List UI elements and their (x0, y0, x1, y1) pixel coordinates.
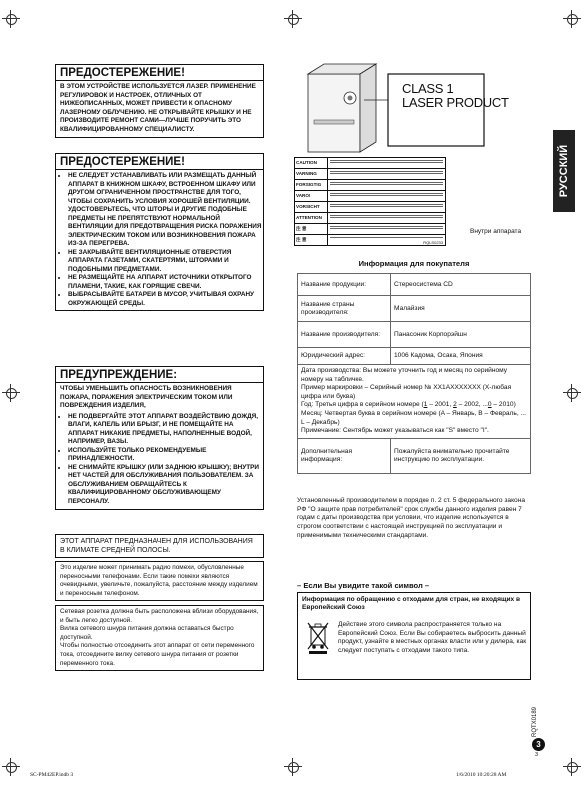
table-cell: Юридический адрес: (298, 348, 391, 365)
ventilation-warning-item: • НЕ СЛЕДУЕТ УСТАНАВЛИВАТЬ ИЛИ РАЗМЕЩАТЬ ДАННЫЙ АППАРАТ В КНИЖНОМ ШКАФУ, ВСТРОЕННОМ ШКАФУ ИЛИ ДРУГОМ ОГРАНИЧЕННОМ ПРОСТРАНСТВЕ ДЛЯ ТОГО, ЧТОБЫ СОХРАНИТЬ УСЛОВИЯ ХОРОШЕЙ ВЕНТИЛЯЦИИ. УДОСТОВЕРЬТЕСЬ, ЧТО ШТОРЫ И ДРУГИЕ ПОДОБНЫЕ ПРЕДМЕТЫ НЕ ПРЕПЯТСТВУЮТ НОРМАЛЬНОЙ ВЕНТИЛЯЦИИ ДЛЯ ПРЕДОТВРАЩЕНИЯ РИСКА ПОРАЖЕНИЯ ЭЛЕКТРИЧЕСКИМ ТОКОМ ИЛИ ВОЗНИКНОВЕНИЯ ПОЖАРА ИЗ-ЗА ПЕРЕГРЕВА. (68, 172, 263, 249)
caution-label: ATTENTION (295, 213, 328, 223)
fire-warning-list (56, 413, 263, 510)
year-digit: 2 (453, 401, 457, 409)
year-text: – 2001, (427, 401, 454, 409)
caution-label: VARNING (295, 169, 328, 179)
production-date-line: Примечание: Сентябрь может указываться как "S" вместо "I". (301, 427, 489, 435)
production-date-cell (298, 365, 531, 439)
table-cell: 1006 Кадома, Осака, Япония (391, 348, 531, 365)
eu-disposal-box (297, 592, 531, 680)
eu-disposal-text: Действие этого символа распространяется только на Европейский Союз. Если Вы собираетесь выбросить данный продукт, узнайте в местных органах власти или у дилера, как следует поступать с отходами такого типа. (338, 621, 527, 654)
fire-warning-intro: ЧТОБЫ УМЕНЬШИТЬ ОПАСНОСТЬ ВОЗНИКНОВЕНИЯ ПОЖАРА, ПОРАЖЕНИЯ ЭЛЕКТРИЧЕСКИМ ТОКОМ ИЛИ ПОВРЕЖДЕНИЯ ИЗДЕЛИЯ, (60, 385, 233, 410)
socket-note-line: Чтобы полностью отсоединить этот аппарат от сети переменного тока, отсоедините вилку сетевого шнура питания от розетки переменного тока. (60, 642, 255, 667)
page-number-small: 3 (535, 752, 539, 758)
device-front (308, 74, 360, 152)
crossed-bin-icon (306, 621, 330, 655)
radio-note-box (55, 561, 264, 601)
service-life-text: Установленный производителем в порядке п. 2 ст. 5 федерального закона РФ "О защите прав потребителей" срок службы данного изделия равен 7 годам с даты производства при условии, что изделие используется в строгом соответствии с настоящей инструкцией по эксплуатации и применимыми техническими стандартами. (297, 497, 526, 539)
laser-warning-box (55, 64, 264, 138)
page-number-badge: 3 (532, 738, 545, 751)
table-cell: Панасоник Корпорэйшн (391, 322, 531, 348)
device-side (360, 64, 376, 152)
table-cell: Дополнительная информация: (298, 438, 391, 473)
socket-note-line: Вилка сетевого шнура питания должна оставаться быстро доступной. (60, 625, 234, 641)
ventilation-warning-box (55, 153, 264, 311)
table-row (298, 365, 531, 439)
table-row (298, 296, 531, 322)
caution-label: 注 意 (295, 235, 328, 245)
crop-mark-middle-right (563, 384, 581, 402)
caution-label: VORSICHT (295, 202, 328, 212)
laser-label-product: LASER PRODUCT (402, 95, 509, 110)
table-row (298, 348, 531, 365)
page-code: RQTX0189 (532, 707, 538, 738)
climate-note: ЭТОТ АППАРАТ ПРЕДНАЗНАЧЕН ДЛЯ ИСПОЛЬЗОВАНИЯ В КЛИМАТЕ СРЕДНЕЙ ПОЛОСЫ. (60, 538, 253, 554)
table-cell: Название страны производителя: (298, 296, 391, 322)
socket-note-line: Сетевая розетка должна быть расположена вблизи оборудования, и быть легко доступной. (60, 608, 259, 624)
inside-unit-caption: Внутри аппарата (470, 228, 522, 235)
laser-label (402, 82, 509, 110)
footer-file: SC-PM42EP.indb 3 (30, 772, 74, 778)
ventilation-warning-list (56, 170, 263, 310)
device-slot (314, 120, 354, 124)
fire-warning-item: • НЕ ПОДВЕРГАЙТЕ ЭТОТ АППАРАТ ВОЗДЕЙСТВИЮ ДОЖДЯ, ВЛАГИ, КАПЕЛЬ ИЛИ БРЫЗГ, И НЕ ПОМЕЩАЙТЕ НА АППАРАТ НИКАКИЕ ПРЕДМЕТЫ, НАПОЛНЕННЫЕ ВОДОЙ, НАПРИМЕР, ВАЗЫ. (68, 413, 263, 447)
fire-warning-box (55, 366, 264, 510)
year-text: Год: Третья цифра в серийном номере ( (301, 401, 424, 409)
buyer-info-table (297, 273, 531, 474)
buyer-info-title: Информация для покупателя (358, 259, 470, 268)
year-digit: 1 (423, 401, 428, 409)
fire-warning-title: ПРЕДУПРЕЖДЕНИЕ: (56, 367, 263, 383)
production-date-line: Дата производства: Вы можете уточнить год и месяц по серийному номеру на табличке. (301, 367, 508, 383)
ventilation-warning-item: • НЕ РАЗМЕЩАЙТЕ НА АППАРАТ ИСТОЧНИКИ ОТКРЫТОГО ПЛАМЕНИ, ТАКИЕ, КАК ГОРЯЩИЕ СВЕЧИ. (68, 274, 263, 291)
crop-mark-bottom-left (2, 758, 20, 776)
caution-label-panel (294, 157, 446, 246)
climate-note-box (55, 534, 264, 558)
fire-warning-item: • НЕ СНИМАЙТЕ КРЫШКУ (ИЛИ ЗАДНЮЮ КРЫШКУ); ВНУТРИ НЕТ ЧАСТЕЙ ДЛЯ ОБСЛУЖИВАНИЯ ПОЛЬЗОВАТЕЛЕМ. ЗА ОБСЛУЖИВАНИЕМ ОБРАЩАЙТЕСЬ К КВАЛИФИЦИРОВАННОМУ ОБСЛУЖИВАЮЩЕМУ ПЕРСОНАЛУ. (68, 464, 263, 507)
ventilation-warning-title: ПРЕДОСТЕРЕЖЕНИЕ! (56, 154, 263, 170)
laser-warning-text: В ЭТОМ УСТРОЙСТВЕ ИСПОЛЬЗУЕТСЯ ЛАЗЕР. ПРИМЕНЕНИЕ РЕГУЛИРОВОК И НАСТРОЕК, ОТЛИЧНЫХ ОТ НИЖЕОПИСАННЫХ, МОЖЕТ ПРИВЕСТИ К ОПАСНОМУ ЛАЗЕРНОМУ ОБЛУЧЕНИЮ. НЕ ОТКРЫВАЙТЕ КРЫШКУ И НЕ ПРОИЗВОДИТЕ РЕМОНТ САМИ—ЛУЧШЕ ПОРУЧИТЬ ЭТО КВАЛИФИЦИРОВАННОМУ СПЕЦИАЛИСТУ. (60, 83, 256, 133)
table-cell: Стереосистема CD (391, 274, 531, 296)
language-tab-label: РУССКИЙ (558, 144, 570, 198)
year-text: – 2002, ... (456, 401, 488, 409)
ventilation-warning-item: • НЕ ЗАКРЫВАЙТЕ ВЕНТИЛЯЦИОННЫЕ ОТВЕРСТИЯ АППАРАТА ГАЗЕТАМИ, СКАТЕРТЯМИ, ШТОРАМИ И ПОДОБНЫМИ ПРЕДМЕТАМИ. (68, 249, 263, 275)
laser-label-class: CLASS 1 (402, 81, 454, 96)
crop-mark-top-left (2, 10, 20, 28)
year-digit: 0 (487, 401, 492, 409)
table-cell: Малайзия (391, 296, 531, 322)
footer-timestamp: 1/6/2010 10:20:28 AM (456, 772, 507, 778)
caution-label: 注 意 (295, 224, 328, 234)
table-cell: Пожалуйста внимательно прочитайте инструкцию по эксплуатации. (391, 438, 531, 473)
table-cell: Название производителя: (298, 322, 391, 348)
crop-mark-top-right (563, 10, 581, 28)
production-date-year (301, 401, 527, 410)
crop-mark-top-center (284, 10, 302, 28)
fire-warning-item: • ИСПОЛЬЗУЙТЕ ТОЛЬКО РЕКОМЕНДУЕМЫЕ ПРИНАДЛЕЖНОСТИ. (68, 447, 263, 464)
crop-mark-bottom-right (563, 758, 581, 776)
crop-mark-middle-left (2, 384, 20, 402)
radio-note: Это изделие может принимать радио помехи, обусловленные переносными телефонами. Если такие помехи являются очевидными, увеличьте, пожалуйста, расстояние между изделием и переносным телефоном. (60, 564, 258, 597)
language-tab (553, 130, 575, 212)
table-row (298, 438, 531, 473)
table-row (298, 322, 531, 348)
crop-mark-bottom-center (284, 758, 302, 776)
table-row (298, 274, 531, 296)
caution-label: CAUTION (295, 158, 328, 168)
device-knob-center (348, 96, 353, 101)
symbol-heading: – Если Вы увидите такой символ – (297, 581, 430, 590)
production-date-line: Пример маркировки – Серийный номер № XX1AXXXXXXX (X-любая цифра или буква) (301, 384, 512, 400)
eu-disposal-title: Информация по обращению с отходами для стран, не входящих в Европейский Союз (302, 596, 521, 612)
production-date-line: Месяц: Четвертая буква в серийном номере (A – Январь, B – Февраль, ... L – Декабрь) (301, 409, 526, 426)
table-cell: Название продукции: (298, 274, 391, 296)
ventilation-warning-item: • ВЫБРАСЫВАЙТЕ БАТАРЕИ В МУСОР, УЧИТЫВАЯ ОХРАНУ ОКРУЖАЮЩЕЙ СРЕДЫ. (68, 291, 263, 308)
label-code: RQLS0233 (423, 240, 443, 245)
caution-label: VARO! (295, 191, 328, 201)
caution-label: FORSIGTIG (295, 180, 328, 190)
laser-warning-title: ПРЕДОСТЕРЕЖЕНИЕ! (56, 65, 263, 81)
year-text: – 2010) (491, 401, 516, 409)
socket-note-box (55, 605, 264, 671)
